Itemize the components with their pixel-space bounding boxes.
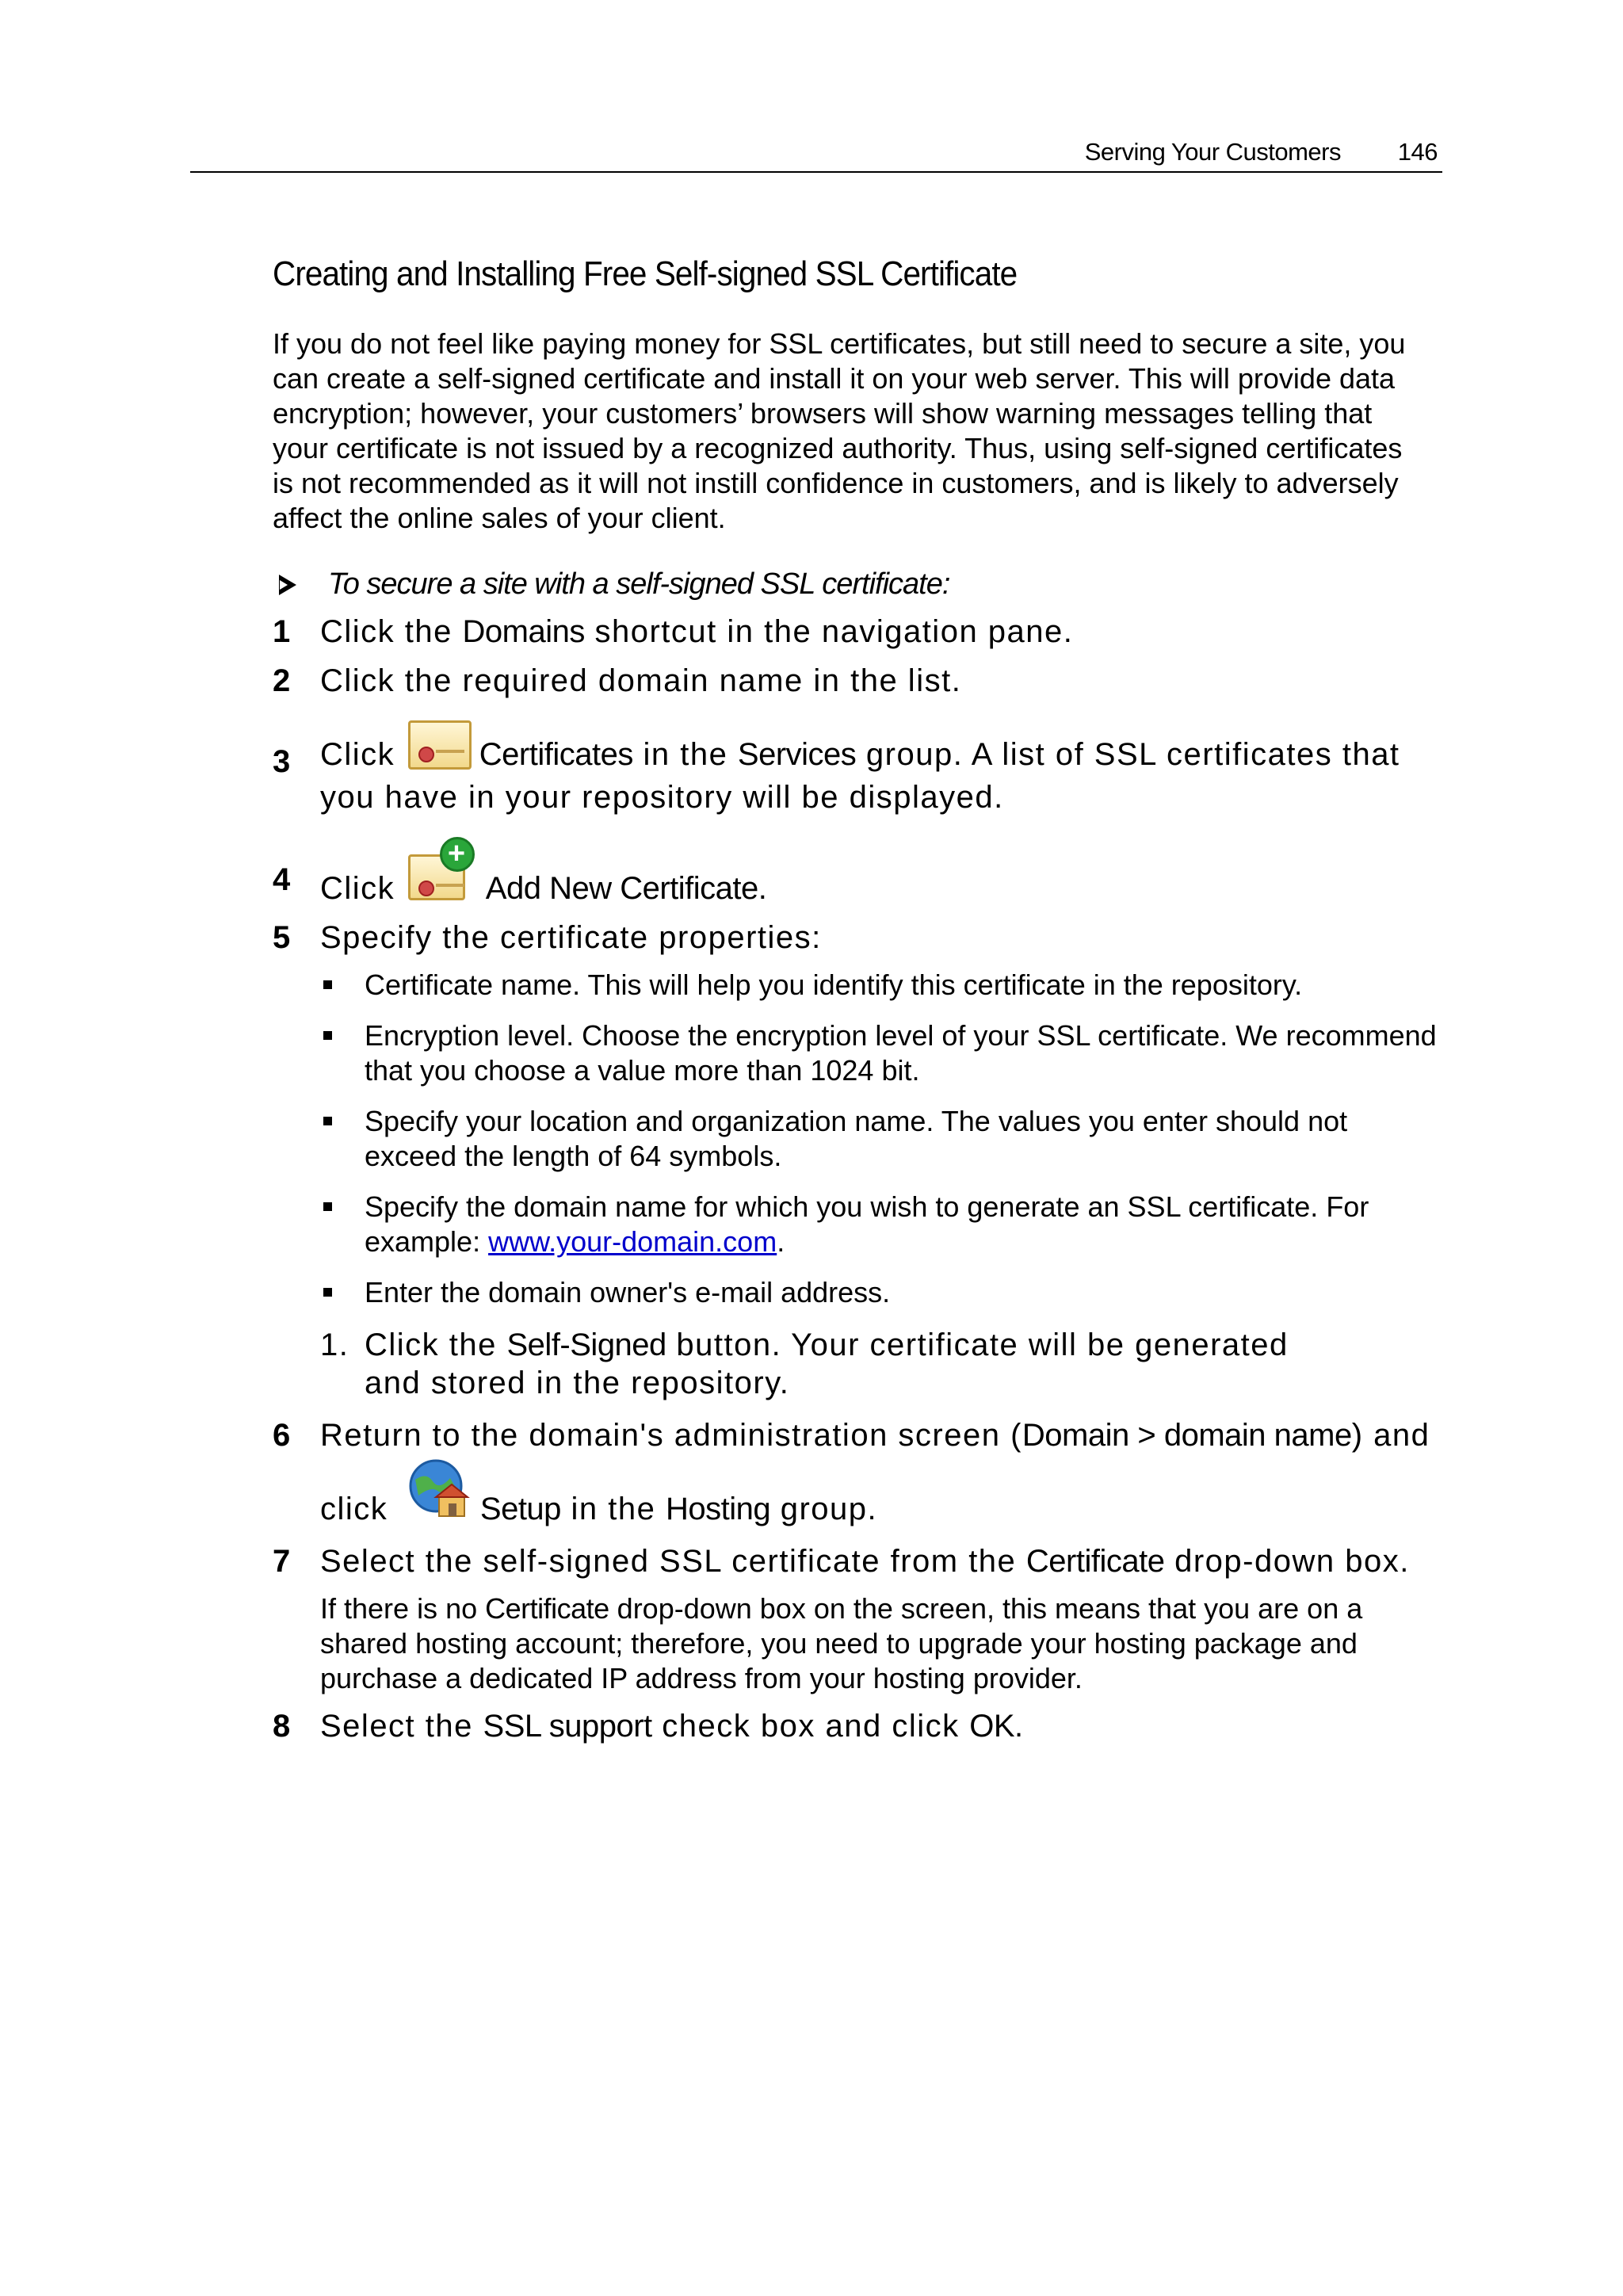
section-title: Creating and Installing Free Self-signed SSL Certificate bbox=[273, 254, 1018, 293]
step-number: 8 bbox=[273, 1709, 291, 1744]
list-item: Certificate name. This will help you identify this certificate in the repository. bbox=[320, 968, 1445, 1003]
step-4: 4 Click + Add New Certificate. bbox=[273, 837, 767, 906]
ui-label-services: Services bbox=[737, 737, 857, 772]
list-item: Specify the domain name for which you wish to generate an SSL certificate. For example: www.your-domain.com. bbox=[320, 1190, 1445, 1259]
intro-paragraph: If you do not feel like paying money for SSL certificates, but still need to secure a site, you can create a self-signed certificate and install it on your web server. This will provide data encryption; however, your customers’ browsers will show warning messages telling that your certificate is not issued by a recognized authority. Thus, using self-signed certificates is not recommended as it will not instill confidence in customers, and is likely to adversely affect the online sales of your client. bbox=[273, 327, 1406, 534]
list-item: Enter the domain owner's e-mail address. bbox=[320, 1275, 1445, 1310]
step-number: 2 bbox=[273, 663, 291, 698]
step-number: 4 bbox=[273, 862, 291, 897]
step-number: 5 bbox=[273, 920, 291, 955]
ui-label-ssl-support: SSL support bbox=[483, 1709, 652, 1744]
step-number: 7 bbox=[273, 1544, 291, 1579]
ui-label-self-signed: Self-Signed bbox=[506, 1328, 666, 1362]
step-6: 6 Return to the domain's administration screen (Domain > domain name) and click Setup in the Hosting group. bbox=[273, 1416, 1445, 1531]
list-item: Encryption level. Choose the encryption level of your SSL certificate. We recommend that you choose a value more than 1024 bit. bbox=[320, 1018, 1445, 1088]
ui-label-certificate: Certificate bbox=[485, 1592, 609, 1625]
header-section-title: Serving Your Customers bbox=[1084, 138, 1341, 166]
procedure-title bbox=[273, 567, 1445, 602]
page-header bbox=[190, 133, 1442, 173]
content bbox=[273, 252, 1445, 1756]
ui-label-domain-path: Domain > domain name bbox=[1022, 1418, 1352, 1453]
ui-label-certificate: Certificate bbox=[1025, 1544, 1165, 1579]
setup-globe-icon bbox=[404, 1454, 472, 1531]
certificate-icon bbox=[408, 720, 472, 778]
step-number: 6 bbox=[273, 1418, 291, 1453]
step-number: 3 bbox=[273, 744, 291, 779]
list-item: Specify your location and organization name. The values you enter should not exceed the length of 64 symbols. bbox=[320, 1104, 1445, 1174]
ui-label-hosting: Hosting bbox=[666, 1492, 771, 1526]
step-7: 7 Select the self-signed SSL certificate from the Certificate drop-down box. bbox=[273, 1544, 1410, 1579]
ui-label-certificates: Certificates bbox=[479, 737, 633, 772]
step-3: 3 Click Certificates in the Services group. A list of SSL certificates that you have in your repository will be displayed. bbox=[273, 720, 1445, 816]
procedure-title-text: To secure a site with a self-signed SSL certificate: bbox=[328, 567, 950, 601]
ui-label-domains: Domains bbox=[462, 614, 585, 649]
sub-step-1: 1. Click the Self-Signed button. Your certificate will be generated and stored in the repository. bbox=[320, 1328, 1289, 1400]
step-5: 5 Specify the certificate properties: bbox=[273, 920, 822, 955]
sub-step-number: 1. bbox=[320, 1328, 349, 1362]
step-1: 1 Click the Domains shortcut in the navigation pane. bbox=[273, 614, 1074, 649]
step-7-note: If there is no Certificate drop-down box on the screen, this means that you are on a shared hosting account; therefore, you need to upgrade your hosting package and purchase a dedicated IP address from your hosting provider. bbox=[320, 1592, 1363, 1694]
ui-label-ok: OK bbox=[969, 1709, 1015, 1744]
example-domain-link[interactable]: www.your-domain.com bbox=[488, 1225, 777, 1258]
arrow-bullet-icon bbox=[279, 575, 296, 595]
ui-label-setup: Setup bbox=[479, 1492, 561, 1526]
step-number: 1 bbox=[273, 614, 291, 649]
ui-label-add-new-certificate: Add New Certificate. bbox=[485, 871, 767, 906]
add-certificate-icon: + bbox=[405, 837, 478, 904]
certificate-properties-list bbox=[320, 968, 1445, 1310]
header-page-number: 146 bbox=[1397, 138, 1438, 166]
step-8: 8 Select the SSL support check box and click OK. bbox=[273, 1709, 1025, 1744]
step-2: 2 Click the required domain name in the list. bbox=[273, 663, 962, 698]
